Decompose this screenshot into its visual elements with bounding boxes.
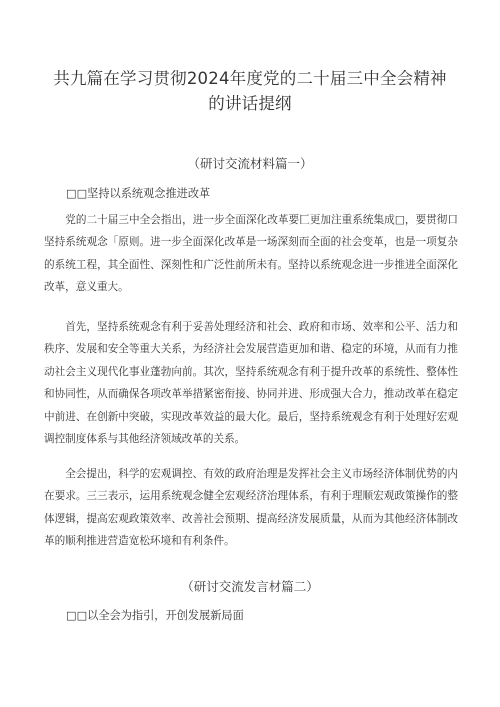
section-2-subheading: □□以全会为指引，开创发展新局面 bbox=[66, 609, 244, 622]
title-line-2: 的讲话提纲 bbox=[208, 94, 292, 113]
paragraph-1: 党的二十届三中全会指出，进一步全面深化改革要匚更加注重系统集成□，要贯彻口坚持系统观念「原则。进一步全面深化改革是一场深刻而全面的社会变革，也是一项复杂的系统工程，其全面性、深刻性和广泛性前所未有。坚持以系统观念进一步推进全面深化改革，意义重大。 bbox=[44, 214, 458, 294]
title-line-1: 共九篇在学习贯彻2024年度党的二十届三中全会精神 bbox=[53, 69, 447, 88]
document-title bbox=[40, 66, 460, 116]
section-1-heading: （研讨交流材料篇一） bbox=[187, 156, 313, 171]
paragraph-3: 全会提出，科学的宏观调控、有效的政府治理是发挥社会主义市场经济体制优势的内在要求。三三表示，运用系统观念健全宏观经济治理体系，有利于理顺宏观政策操作的整体逻辑，提高宏观政策效率、改善社会预期、提高经济发展质量，从而为其他经济体制改革的顺利推进营造宽松环境和有利条件。 bbox=[44, 468, 458, 548]
section-2-heading: （研讨交流发言材篇二） bbox=[181, 579, 319, 594]
paragraph-2: 首先，坚持系统观念有利于妥善处理经济和社会、政府和市场、效率和公平、活力和秩序、发展和安全等重大关系，为经济社会发展营造更加和谐、稳定的环境，从而有力推动社会主义现代化事业蓬勃向前。其次，坚持系统观念有利于提升改革的系统性、整体性和协同性，从而确保各项改革举措紧密衔接、协同并进、形成强大合力，推动改革在稳定中前进、在创新中突破，实现改革效益的最大化。最后，坚持系统观念有利于处理好宏观调控制度体系与其他经济领域改革的关系。 bbox=[44, 321, 458, 446]
section-1-subheading: □□坚持以系统观念推进改革 bbox=[66, 187, 211, 200]
